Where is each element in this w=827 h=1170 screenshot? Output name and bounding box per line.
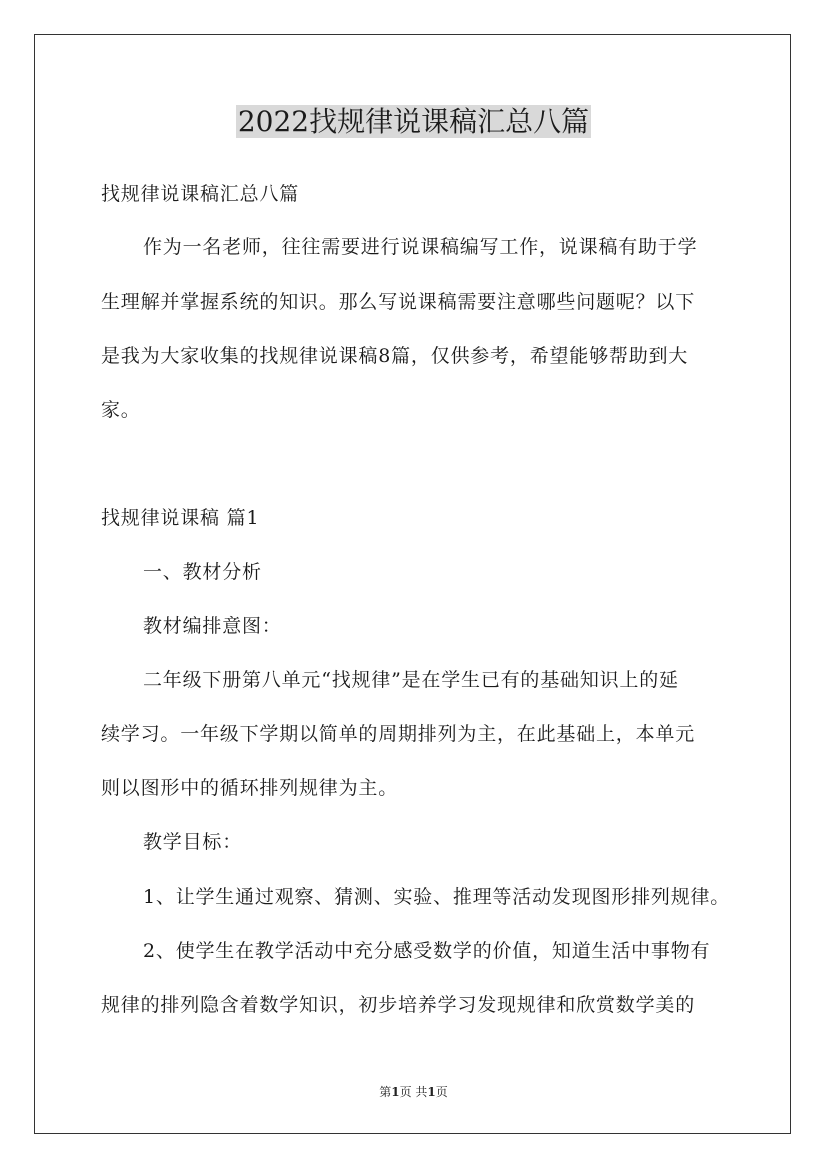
body-line-2: 教材编排意图： [143,615,282,637]
footer-mid: 页 共 [399,1085,428,1099]
body-line-6: 教学目标： [143,831,243,853]
body-line-7: 1、让学生通过观察、猜测、实验、推理等活动发现图形排列规律。 [143,886,731,908]
body-line-1: 一、教材分析 [143,561,262,583]
footer-suffix: 页 [435,1085,448,1099]
footer-page-total: 1 [427,1085,436,1099]
document-title [0,100,827,144]
title-text: 2022找规律说课稿汇总八篇 [237,105,590,138]
footer-prefix: 第 [379,1085,392,1099]
section-heading: 找规律说课稿 篇1 [101,507,260,529]
intro-line-2: 生理解并掌握系统的知识。那么写说课稿需要注意哪些问题呢？以下 [101,291,696,313]
document-subtitle: 找规律说课稿汇总八篇 [101,183,300,205]
body-line-9: 规律的排列隐含着数学知识，初步培养学习发现规律和欣赏数学美的 [101,994,696,1016]
footer-page-number: 1 [391,1085,400,1099]
body-line-3: 二年级下册第八单元“找规律”是在学生已有的基础知识上的延 [143,669,679,691]
intro-line-4: 家。 [101,399,141,421]
intro-line-1: 作为一名老师，往往需要进行说课稿编写工作，说课稿有助于学 [143,236,698,258]
body-line-5: 则以图形中的循环排列规律为主。 [101,777,399,799]
body-line-8: 2、使学生在教学活动中充分感受数学的价值，知道生活中事物有 [143,940,711,962]
page-footer [0,1083,827,1101]
body-line-4: 续学习。一年级下学期以简单的周期排列为主，在此基础上，本单元 [101,723,696,745]
intro-line-3: 是我为大家收集的找规律说课稿8篇，仅供参考，希望能够帮助到大 [101,345,689,367]
